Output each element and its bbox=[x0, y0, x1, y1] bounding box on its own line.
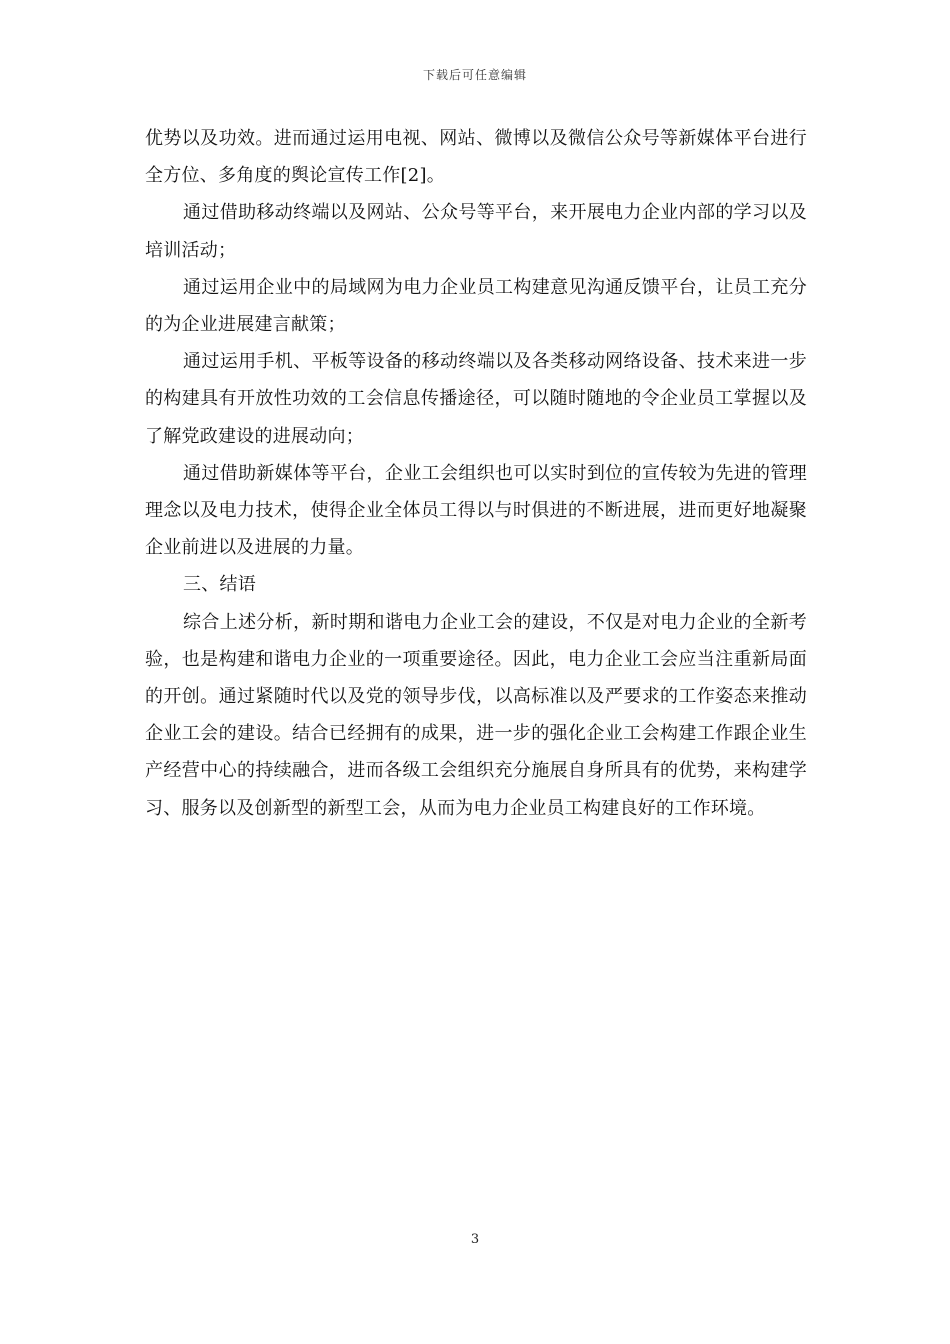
paragraph-continuation: 优势以及功效。进而通过运用电视、网站、微博以及微信公众号等新媒体平台进行全方位、多角度的舆论宣传工作[2]。 bbox=[145, 128, 807, 187]
paragraph-mobile-network: 通过运用手机、平板等设备的移动终端以及各类移动网络设备、技术来进一步的构建具有开放性功效的工会信息传播途径，可以随时随地的令企业员工掌握以及了解党政建设的进展动向； bbox=[145, 351, 807, 447]
paragraph-lan-feedback: 通过运用企业中的局域网为电力企业员工构建意见沟通反馈平台，让员工充分的为企业进展建言献策； bbox=[145, 276, 807, 336]
paragraph-new-media: 通过借助新媒体等平台，企业工会组织也可以实时到位的宣传较为先进的管理理念以及电力技术，使得企业全体员工得以与时俱进的不断进展，进而更好地凝聚企业前进以及进展的力量。 bbox=[145, 462, 807, 559]
section-heading-conclusion: 三、结语 bbox=[183, 574, 256, 596]
paragraph-conclusion: 综合上述分析，新时期和谐电力企业工会的建设，不仅是对电力企业的全新考验，也是构建和谐电力企业的一项重要途径。因此，电力企业工会应当注重新局面的开创。通过紧随时代以及党的领导步伐，以高标准以及严要求的工作姿态来推动企业工会的建设。结合已经拥有的成果，进一步的强化企业工会构建工作跟企业生产经营中心的持续融合，进而各级工会组织充分施展自身所具有的优势，来构建学习、服务以及创新型的新型工会，从而为电力企业员工构建良好的工作环境。 bbox=[145, 611, 807, 819]
paragraph-mobile-training: 通过借助移动终端以及网站、公众号等平台，来开展电力企业内部的学习以及培训活动； bbox=[145, 202, 807, 261]
page-header: 下载后可任意编辑 bbox=[422, 68, 527, 82]
document-body bbox=[145, 120, 807, 827]
page-number: 3 bbox=[470, 1232, 480, 1247]
